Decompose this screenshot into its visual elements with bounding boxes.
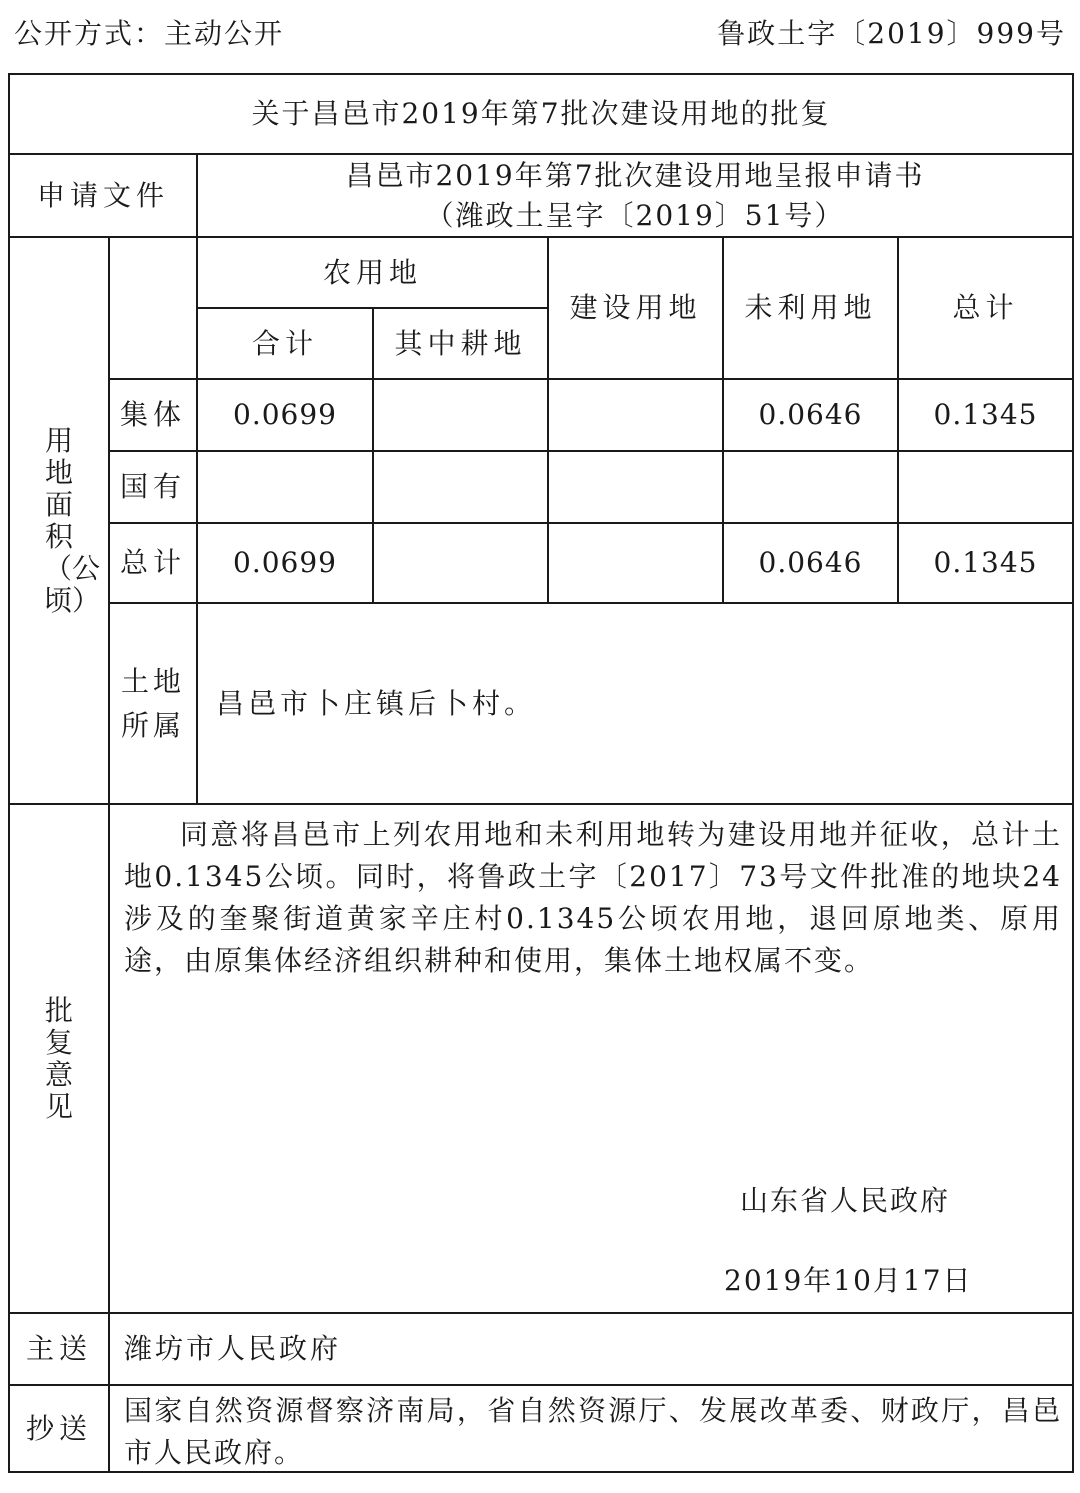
cell-collective-unused: 0.0646: [758, 398, 863, 432]
area-section-label: [10, 238, 108, 803]
ownership-value: 昌邑市卜庄镇后卜村。: [216, 686, 537, 720]
cc-label: 抄送: [25, 1411, 92, 1445]
cell-state-construction: [549, 452, 722, 522]
cell-total-farmland: [374, 524, 547, 602]
approval-label-text: 批复意见: [44, 993, 73, 1123]
approval-date: 2019年10月17日: [724, 1264, 973, 1297]
row-label-state-owned: 国有: [119, 470, 186, 504]
header-construction-land: 建设用地: [569, 291, 702, 325]
header-agri-farmland: 其中耕地: [394, 326, 527, 360]
header-total: 总计: [952, 291, 1019, 325]
cell-state-farmland: [374, 452, 547, 522]
row-label-collective: 集体: [119, 398, 186, 432]
ownership-label-text: 土地所属: [121, 664, 186, 742]
application-label: 申请文件: [36, 178, 169, 212]
divider: [8, 1384, 1074, 1386]
application-line-1: 昌邑市2019年第7批次建设用地呈报申请书: [345, 158, 925, 192]
document-title: 关于昌邑市2019年第7批次建设用地的批复: [251, 97, 831, 131]
row-label-total: 总计: [119, 546, 186, 580]
main-recipient-value: 潍坊市人民政府: [124, 1332, 342, 1366]
cell-collective-construction: [549, 380, 722, 450]
approval-issuer: 山东省人民政府: [740, 1184, 951, 1217]
divider: [8, 803, 1074, 805]
header-agri-total: 合计: [251, 326, 318, 360]
cell-total-unused: 0.0646: [758, 546, 863, 580]
area-section-label-text: 用地面积（公顷）: [44, 423, 101, 617]
cell-total-agri-total: 0.0699: [233, 546, 337, 580]
application-line-2: （潍政土呈字〔2019〕51号）: [425, 198, 845, 232]
cc-value: 国家自然资源督察济南局，省自然资源厅、发展改革委、财政厅，昌邑市人民政府。: [124, 1394, 1062, 1469]
main-recipient-label: 主送: [25, 1332, 92, 1366]
cell-collective-agri-total: 0.0699: [233, 398, 337, 432]
cell-collective-farmland: [374, 380, 547, 450]
disclosure-method: 公开方式：主动公开: [14, 17, 285, 50]
ownership-label: [110, 604, 196, 803]
application-document: [198, 155, 1072, 236]
approval-text: 同意将昌邑市上列农用地和未利用地转为建设用地并征收，总计土地0.1345公顷。同时，将鲁政土字〔2017〕73号文件批准的地块24涉及的奎聚街道黄家辛庄村0.1345公顷农用地，退回原地类、原用途，由原集体经济组织耕种和使用，集体土地权属不变。: [124, 818, 1062, 977]
header-unused-land: 未利用地: [744, 291, 877, 325]
cell-state-total: [899, 452, 1072, 522]
cell-state-unused: [724, 452, 897, 522]
cell-total-construction: [549, 524, 722, 602]
cell-total-total: 0.1345: [933, 546, 1038, 580]
cell-state-agri-total: [198, 452, 372, 522]
cell-collective-total: 0.1345: [933, 398, 1038, 432]
approval-label: [10, 805, 108, 1312]
table-border-right: [1072, 73, 1074, 1473]
document-number: 鲁政土字〔2019〕999号: [717, 17, 1066, 50]
header-agricultural-land: 农用地: [322, 255, 422, 289]
